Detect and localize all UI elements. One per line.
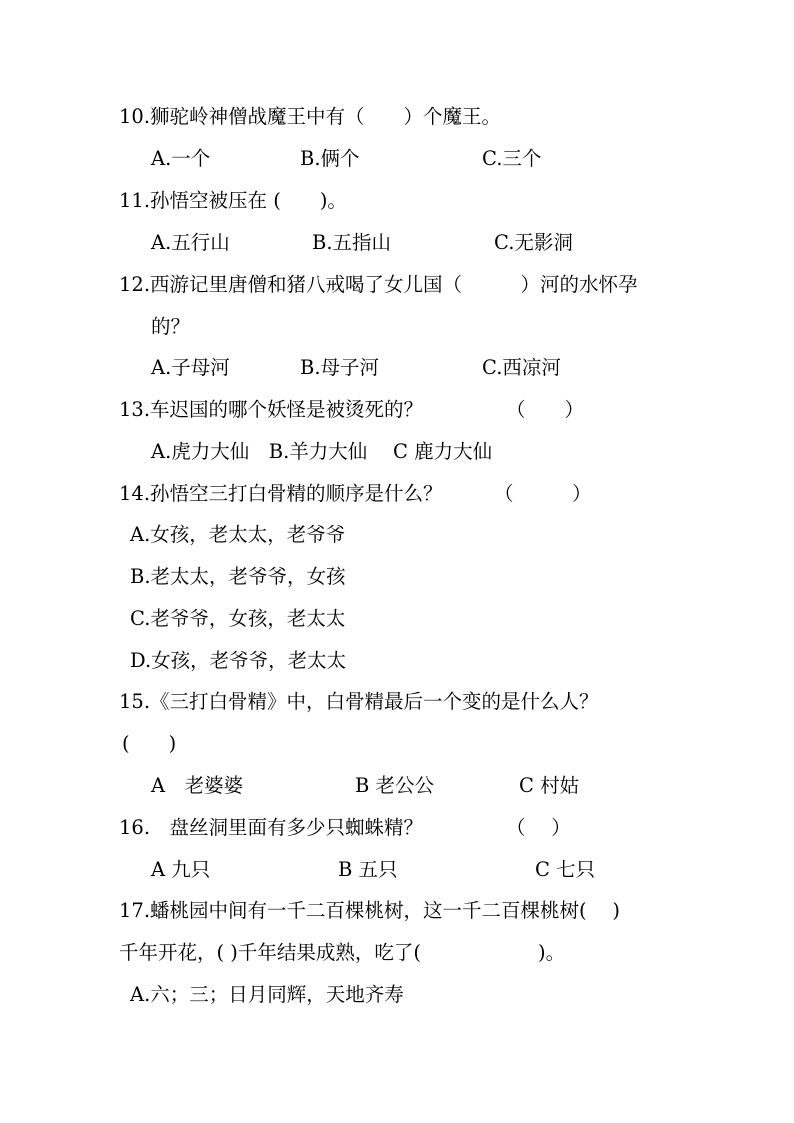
q14-option-c: C.老爷爷，女孩，老太太: [130, 607, 346, 630]
q11-option-b: B.五指山: [312, 231, 392, 254]
q12-option-c: C.西凉河: [482, 356, 561, 379]
q13-answer-blank: （ ）: [506, 398, 585, 421]
q12-option-a: A.子母河: [151, 356, 230, 379]
q10-option-b: B.俩个: [300, 147, 360, 170]
q15-option-c: C 村姑: [519, 774, 580, 797]
question-16: 16. 盘丝洞里面有多少只蜘蛛精？: [119, 816, 424, 839]
q16-option-a: A 九只: [151, 858, 211, 881]
q17-option-a: A.六；三；日月同辉，天地齐寿: [130, 983, 404, 1006]
q10-option-c: C.三个: [482, 147, 542, 170]
q12-option-b: B.母子河: [300, 356, 380, 379]
question-17: 17.蟠桃园中间有一千二百棵桃树，这一千二百棵桃树( ): [119, 899, 620, 922]
q16-option-b: B 五只: [338, 858, 398, 881]
q10-option-a: A.一个: [151, 147, 211, 170]
q14-answer-blank: （ ）: [494, 482, 592, 505]
q11-option-a: A.五行山: [151, 231, 230, 254]
q11-option-c: C.无影洞: [494, 231, 573, 254]
q14-option-a: A.女孩，老太太，老爷爷: [130, 523, 346, 546]
question-17-continued: 千年开花，( )千年结果成熟，吃了( )。: [119, 941, 566, 964]
question-12-continued: 的？: [151, 315, 191, 338]
q14-option-d: D.女孩，老爷爷，老太太: [130, 649, 347, 672]
question-11: 11.孙悟空被压在 ( )。: [119, 189, 347, 212]
question-10: 10.狮驼岭神僧战魔王中有（ ）个魔王。: [119, 105, 502, 128]
q15-option-a: A 老婆婆: [151, 774, 244, 797]
question-15: 15.《三打白骨精》中，白骨精最后一个变的是什么人？: [119, 690, 599, 713]
q14-option-b: B.老太太，老爷爷，女孩: [130, 565, 346, 588]
question-14: 14.孙悟空三打白骨精的顺序是什么？: [119, 482, 443, 505]
q15-answer-blank: ( ): [122, 732, 177, 755]
question-12: 12.西游记里唐僧和猪八戒喝了女儿国（ ）河的水怀孕: [119, 273, 638, 296]
question-13: 13.车迟国的哪个妖怪是被烫死的？: [119, 398, 424, 421]
q16-answer-blank: （ ）: [506, 816, 571, 839]
q13-options: A.虎力大仙 B.羊力大仙 C 鹿力大仙: [151, 440, 493, 463]
q16-option-c: C 七只: [535, 858, 596, 881]
q15-option-b: B 老公公: [355, 774, 435, 797]
